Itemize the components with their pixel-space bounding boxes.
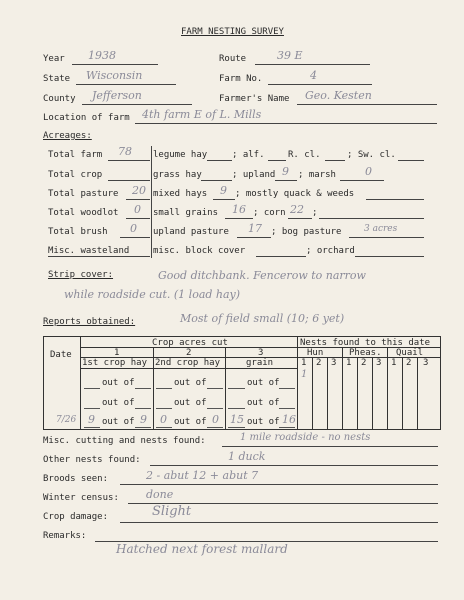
acr-midline-5 — [237, 237, 271, 238]
acr-label-6: Misc. wasteland — [48, 246, 130, 256]
acr-line-5 — [120, 237, 150, 238]
state-value[interactable]: Wisconsin — [86, 69, 143, 82]
year-value[interactable]: 1938 — [88, 49, 116, 62]
row3-t3[interactable]: 16 — [282, 413, 296, 426]
pheas-sub-2: 2 — [361, 358, 367, 368]
date-col-header: Date — [50, 350, 72, 360]
acr-rest-6: ; orchard — [306, 246, 355, 256]
strip-label: Strip cover: — [48, 270, 114, 280]
route-label: Route — [219, 54, 247, 64]
acr-line-1 — [108, 160, 150, 161]
acr-label-1: Total farm — [48, 150, 103, 160]
nests-header: Nests found to this date — [300, 338, 431, 348]
acreages-heading: Acreages: — [43, 131, 92, 141]
row3-date[interactable]: 7/26 — [56, 415, 77, 425]
farmer-label: Farmer's Name — [219, 94, 290, 104]
acreage-divider — [151, 146, 152, 258]
acr-restline-1 — [268, 160, 286, 161]
col-name-2: 2nd crop hay — [155, 358, 221, 368]
acr-value-5[interactable]: 0 — [130, 222, 137, 235]
acr-midline-6 — [256, 256, 306, 257]
acr-midval-5[interactable]: 17 — [248, 222, 262, 235]
col-num-1: 1 — [114, 348, 120, 358]
county-line — [82, 104, 192, 105]
acr-r2val-2[interactable]: 0 — [365, 165, 372, 178]
acr-line-2 — [108, 180, 150, 181]
species-hun: Hun — [307, 348, 324, 358]
col-num-3: 3 — [258, 348, 264, 358]
col-name-1: 1st crop hay — [82, 358, 148, 368]
farmer-line — [297, 104, 437, 105]
acr-label-5: Total brush — [48, 227, 108, 237]
form-title: FARM NESTING SURVEY — [181, 27, 284, 37]
acr-r3line-1 — [398, 160, 424, 161]
acr-midval-3[interactable]: 9 — [220, 184, 227, 197]
acr-value-3[interactable]: 20 — [132, 184, 146, 197]
misc-value[interactable]: 1 mile roadside - no nests — [240, 432, 371, 443]
species-pheas: Pheas. — [349, 348, 382, 358]
county-value[interactable]: Jefferson — [92, 89, 142, 102]
other-value[interactable]: 1 duck — [228, 450, 266, 463]
damage-value[interactable]: Slight — [152, 504, 192, 519]
hun-count[interactable]: 1 — [301, 369, 308, 380]
pheas-sub-3: 3 — [376, 358, 382, 368]
broods-value[interactable]: 2 - abut 12 + abut 7 — [146, 469, 259, 482]
acr-restval-2[interactable]: 9 — [282, 165, 289, 178]
location-value[interactable]: 4th farm E of L. Mills — [142, 108, 262, 121]
acr-midval-4[interactable]: 16 — [232, 203, 246, 216]
acr-r2-2: ; marsh — [298, 170, 336, 180]
acr-value-4[interactable]: 0 — [134, 203, 141, 216]
farm-no-line — [268, 84, 372, 85]
quail-sub-2: 2 — [406, 358, 412, 368]
species-quail: Quail — [396, 348, 424, 358]
acr-label-3: Total pasture — [48, 189, 119, 199]
strip-line2[interactable]: while roadside cut. (1 load hay) — [64, 288, 241, 301]
hun-sub-1: 1 — [301, 358, 307, 368]
col-name-3: grain — [246, 358, 274, 368]
acr-mid-4: small grains — [153, 208, 219, 218]
quail-sub-3: 3 — [423, 358, 429, 368]
acr-line-4 — [126, 218, 150, 219]
farm-no-label: Farm No. — [219, 74, 263, 84]
acr-mid-3: mixed hays — [153, 189, 208, 199]
farm-no-value[interactable]: 4 — [310, 69, 317, 82]
acr-restline-3 — [366, 199, 424, 200]
acr-mid-5: upland pasture — [153, 227, 229, 237]
state-label: State — [43, 74, 71, 84]
hun-sub-2: 2 — [316, 358, 322, 368]
year-label: Year — [43, 54, 65, 64]
col-num-2: 2 — [186, 348, 192, 358]
farmer-value[interactable]: Geo. Kesten — [305, 89, 372, 102]
acr-restline-6 — [355, 256, 424, 257]
acr-label-2: Total crop — [48, 170, 103, 180]
remarks-value[interactable]: Hatched next forest mallard — [116, 542, 288, 556]
broods-line — [120, 484, 438, 485]
row3-t1[interactable]: 9 — [140, 413, 147, 426]
damage-line — [120, 522, 438, 523]
acr-rest-5: ; bog pasture — [271, 227, 342, 237]
out-of-r1c1: out of — [102, 378, 135, 388]
out-of-r3c1: out of — [102, 417, 135, 427]
winter-value[interactable]: done — [146, 488, 174, 501]
strip-line1[interactable]: Good ditchbank. Fencerow to narrow — [158, 269, 366, 282]
acr-line-6 — [48, 256, 150, 257]
acr-r2line-4 — [319, 218, 424, 219]
winter-label: Winter census: — [43, 493, 119, 503]
acr-midline-3 — [213, 199, 235, 200]
acr-rest-3: ; mostly quack & weeds — [235, 189, 355, 199]
county-label: County — [43, 94, 76, 104]
state-line — [76, 84, 176, 85]
acr-label-4: Total woodlot — [48, 208, 119, 218]
crop-header: Crop acres cut — [152, 338, 228, 348]
row3-v1[interactable]: 9 — [88, 413, 95, 426]
acr-restline-2 — [275, 180, 297, 181]
acr-r2line-2 — [340, 180, 384, 181]
acr-r2-1: R. cl. — [288, 150, 321, 160]
acr-mid-2: grass hay — [153, 170, 202, 180]
other-line — [150, 465, 438, 466]
out-of-r2c3: out of — [247, 398, 280, 408]
acr-restval-4[interactable]: 22 — [290, 203, 304, 216]
acr-restval-5[interactable]: 3 acres — [364, 224, 398, 234]
route-line — [255, 64, 370, 65]
acr-rest-4: ; corn — [253, 208, 286, 218]
out-of-r3c3: out of — [247, 417, 280, 427]
remarks-label: Remarks: — [43, 531, 87, 541]
row3-v3[interactable]: 15 — [230, 413, 244, 426]
acr-rest-1: ; alf. — [232, 150, 265, 160]
misc-label: Misc. cutting and nests found: — [43, 436, 206, 446]
acr-mid-1: legume hay — [153, 150, 208, 160]
row3-v2[interactable]: 0 — [160, 413, 167, 426]
acr-r3-1: ; Sw. cl. — [347, 150, 396, 160]
other-label: Other nests found: — [43, 455, 141, 465]
acr-rest-2: ; upland — [232, 170, 276, 180]
acr-r2-4: ; — [312, 208, 318, 218]
location-line — [135, 123, 437, 124]
acr-restline-4 — [288, 218, 312, 219]
out-of-r2c2: out of — [174, 398, 207, 408]
route-value[interactable]: 39 E — [277, 49, 303, 62]
acr-midline-4 — [225, 218, 253, 219]
out-of-r2c1: out of — [102, 398, 135, 408]
acr-midline-1 — [207, 160, 232, 161]
quail-sub-1: 1 — [391, 358, 397, 368]
nest-table — [43, 336, 441, 430]
pheas-sub-1: 1 — [346, 358, 352, 368]
out-of-r1c2: out of — [174, 378, 207, 388]
out-of-r3c2: out of — [174, 417, 207, 427]
reports-value[interactable]: Most of field small (10; 6 yet) — [180, 312, 345, 325]
acr-mid-6: misc. block cover — [153, 246, 246, 256]
reports-label: Reports obtained: — [43, 317, 136, 327]
damage-label: Crop damage: — [43, 512, 109, 522]
out-of-r1c3: out of — [247, 378, 280, 388]
misc-line — [222, 446, 438, 447]
location-label: Location of farm — [43, 113, 130, 123]
acr-midline-2 — [201, 180, 232, 181]
acr-value-1[interactable]: 78 — [118, 145, 132, 158]
row3-t2[interactable]: 0 — [212, 413, 219, 426]
broods-label: Broods seen: — [43, 474, 109, 484]
year-line — [72, 64, 158, 65]
acr-restline-5 — [349, 237, 424, 238]
acr-r2line-1 — [325, 160, 345, 161]
hun-sub-3: 3 — [331, 358, 337, 368]
acr-line-3 — [126, 199, 150, 200]
